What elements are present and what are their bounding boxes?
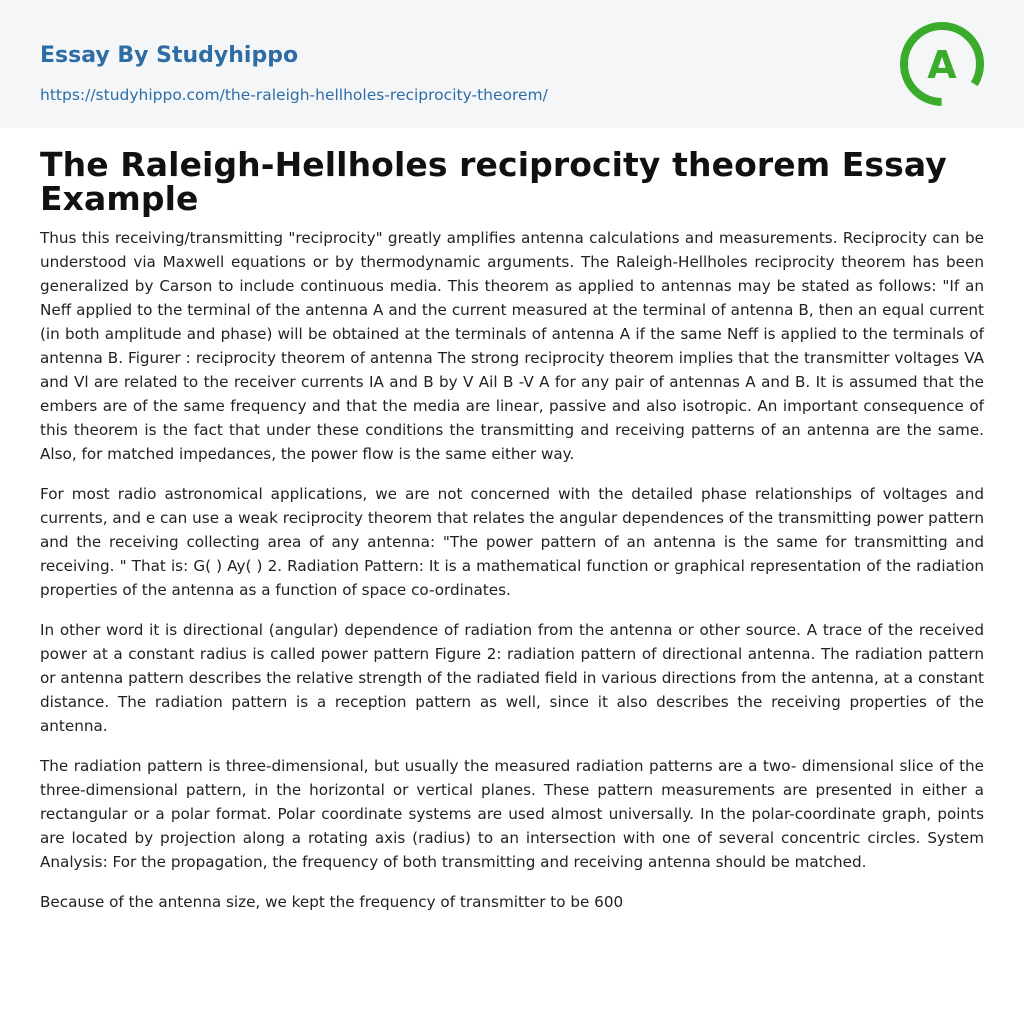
article-paragraph: The radiation pattern is three-dimensional, but usually the measured radiation patterns are a two- dimensional slice of the three-dimensional pattern, in the horizontal or vertical planes. These pattern measurements are presented in either a rectangular or a polar format. Polar coordinate systems are used almost universally. In the polar-coordinate graph, points are located by projection along a rotating axis (radius) to an intersection with one of several concentric circles. System Analysis: For the propagation, the frequency of both transmitting and receiving antenna should be matched. — [40, 757, 984, 871]
article — [40, 145, 984, 930]
studyhippo-logo[interactable] — [896, 18, 988, 110]
article-paragraph: In other word it is directional (angular) dependence of radiation from the antenna or other source. A trace of the received power at a constant radius is called power pattern Figure 2: radiation pattern of directional antenna. The radiation pattern or antenna pattern describes the relative strength of the radiated field in various directions from the antenna, at a constant distance. The radiation pattern is a reception pattern as well, since it also describes the receiving properties of the antenna. — [40, 621, 984, 735]
article-paragraph: Thus this receiving/transmitting "reciprocity" greatly amplifies antenna calculations and measurements. Reciprocity can be understood via Maxwell equations or by thermodynamic arguments. The Raleigh-Hellholes reciprocity theorem has been generalized by Carson to include continuous media. This theorem as applied to antennas may be stated as follows: "If an Neff applied to the terminal of the antenna A and the current measured at the terminal of antenna B, then an equal current (in both amplitude and phase) will be obtained at the terminals of antenna A if the same Neff is applied to the terminals of antenna B. Figurer : reciprocity theorem of antenna The strong reciprocity theorem implies that the transmitter voltages VA and Vl are related to the receiver currents IA and B by V Ail B -V A for any pair of antennas A and B. It is assumed that the embers are of the same frequency and that the media are linear, passive and also isotropic. An important consequence of this theorem is the fact that under these conditions the transmitting and receiving patterns of an antenna are the same. Also, for matched impedances, the power flow is the same either way. — [40, 229, 984, 463]
svg-text:A: A — [927, 43, 957, 87]
page-title: The Raleigh-Hellholes reciprocity theorem Essay Example — [40, 145, 947, 218]
article-url-link[interactable]: https://studyhippo.com/the-raleigh-hellholes-reciprocity-theorem/ — [40, 86, 548, 104]
article-paragraph: Because of the antenna size, we kept the frequency of transmitter to be 600 — [40, 893, 624, 911]
site-brand[interactable]: Essay By Studyhippo — [40, 43, 299, 68]
article-paragraph: For most radio astronomical applications, we are not concerned with the detailed phase relationships of voltages and currents, and e can use a weak reciprocity theorem that relates the angular dependences of the transmitting power pattern and the receiving collecting area of any antenna: "The power pattern of an antenna is the same for transmitting and receiving. " That is: G( ) Ay( ) 2. Radiation Pattern: It is a mathematical function or graphical representation of the radiation properties of the antenna as a function of space co-ordinates. — [40, 485, 984, 599]
site-header — [0, 0, 1024, 128]
